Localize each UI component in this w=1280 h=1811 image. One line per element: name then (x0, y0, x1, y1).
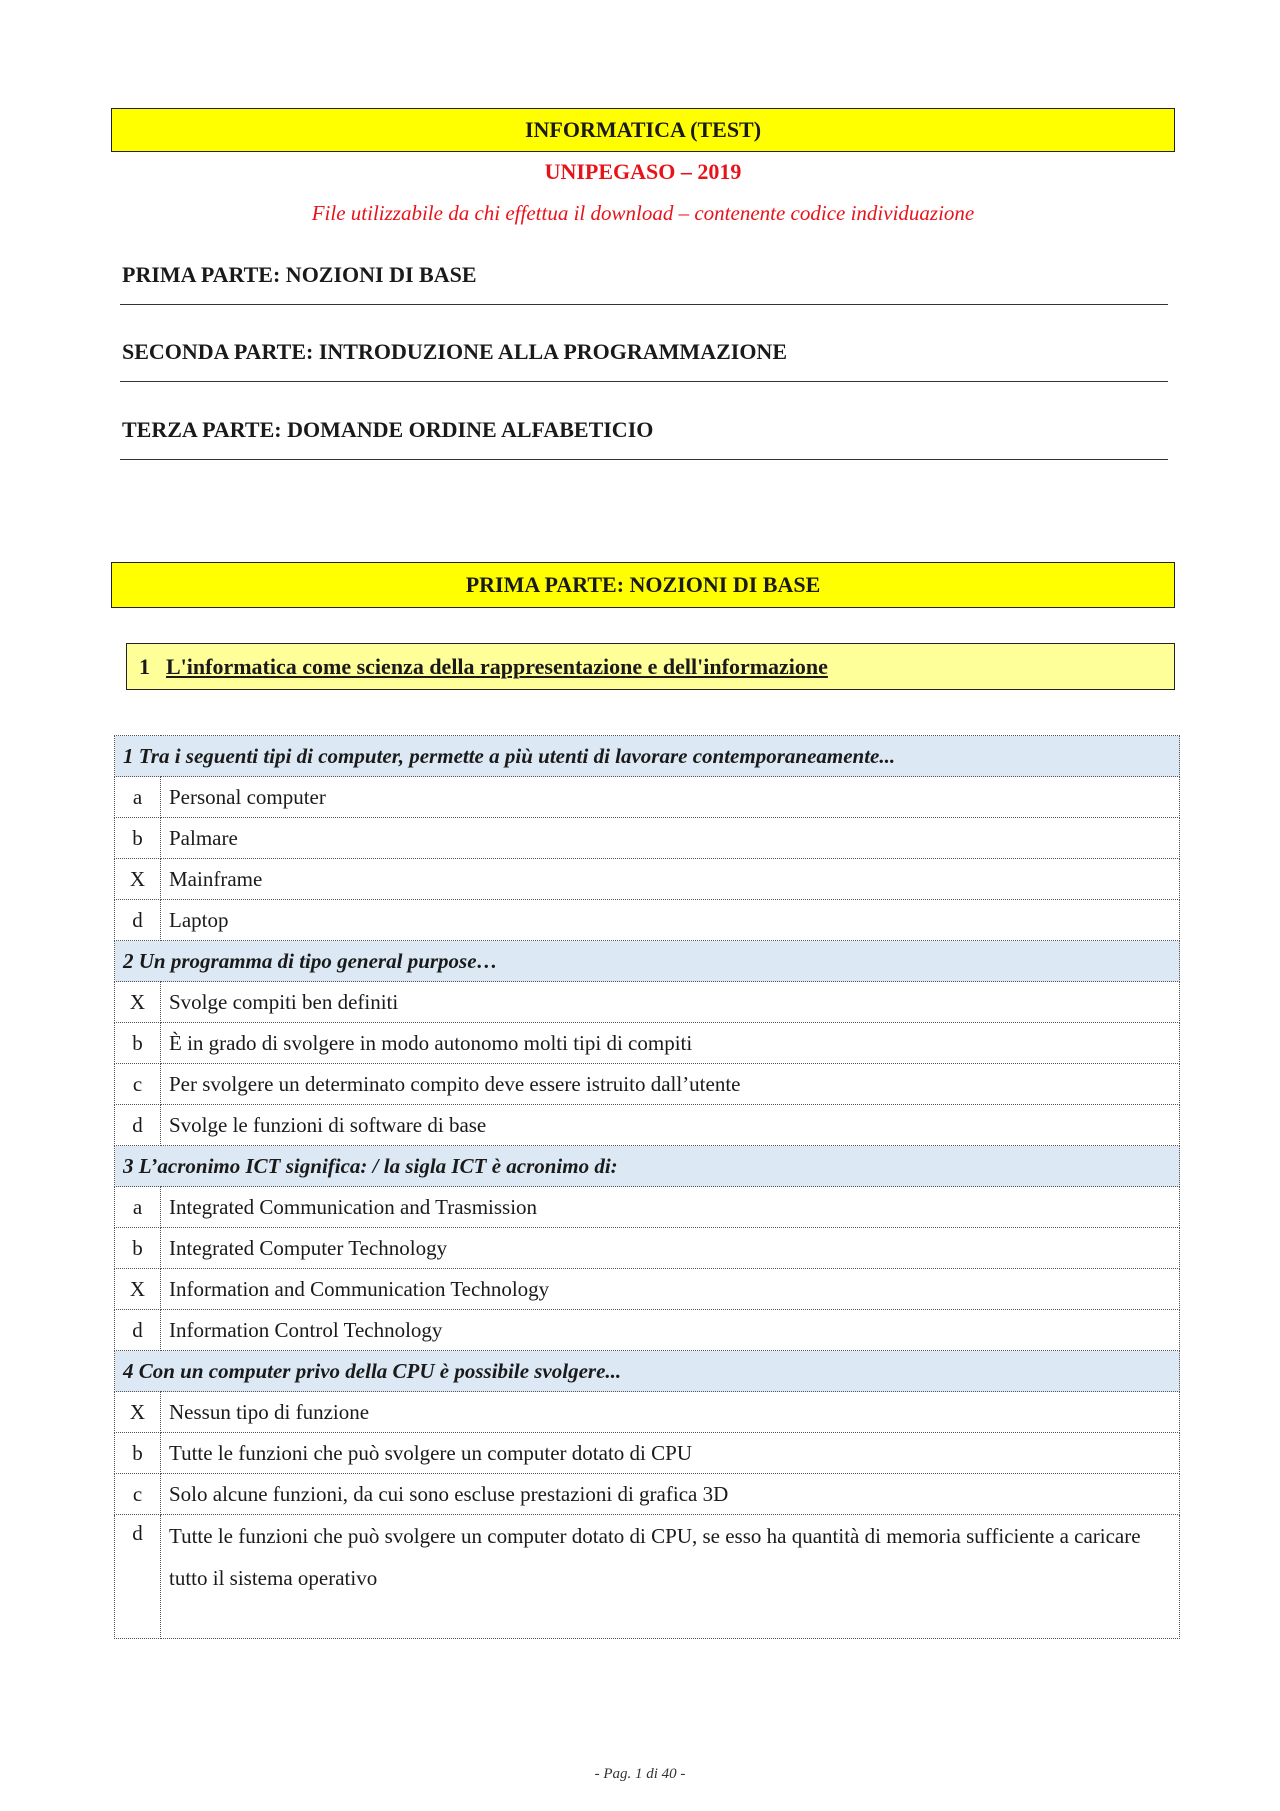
answer-row (115, 1187, 1180, 1228)
answer-letter: d (115, 1105, 161, 1146)
answer-letter: d (115, 1310, 161, 1351)
answer-letter: X (115, 1269, 161, 1310)
answer-text: Mainframe (161, 859, 1180, 900)
answer-row (115, 1474, 1180, 1515)
answer-text: Information and Communication Technology (161, 1269, 1180, 1310)
answer-text: Tutte le funzioni che può svolgere un computer dotato di CPU (161, 1433, 1180, 1474)
question-text: 4 Con un computer privo della CPU è possibile svolgere... (115, 1351, 1180, 1392)
answer-row (115, 859, 1180, 900)
answer-row (115, 982, 1180, 1023)
question-row (115, 941, 1180, 982)
answer-text: Personal computer (161, 777, 1180, 818)
answer-row (115, 1310, 1180, 1351)
answer-text: Palmare (161, 818, 1180, 859)
answer-text: Nessun tipo di funzione (161, 1392, 1180, 1433)
answer-letter: X (115, 859, 161, 900)
answer-letter: c (115, 1474, 161, 1515)
answer-text: È in grado di svolgere in modo autonomo molti tipi di compiti (161, 1023, 1180, 1064)
answer-letter: b (115, 1023, 161, 1064)
answer-row (115, 1269, 1180, 1310)
answer-letter: d (115, 900, 161, 941)
answer-text: Tutte le funzioni che può svolgere un computer dotato di CPU, se esso ha quantità di memoria sufficiente a caricare tutto il sistema operativo (161, 1515, 1180, 1639)
answer-row (115, 1515, 1180, 1639)
question-row (115, 1351, 1180, 1392)
answer-row (115, 1392, 1180, 1433)
toc-item-part-2: SECONDA PARTE: INTRODUZIONE ALLA PROGRAMMAZIONE (120, 322, 1168, 382)
answer-letter: b (115, 818, 161, 859)
answer-text: Svolge le funzioni di software di base (161, 1105, 1180, 1146)
question-text: 2 Un programma di tipo general purpose… (115, 941, 1180, 982)
answer-text: Information Control Technology (161, 1310, 1180, 1351)
answer-text: Laptop (161, 900, 1180, 941)
answer-row (115, 900, 1180, 941)
question-row (115, 1146, 1180, 1187)
answer-row (115, 777, 1180, 818)
chapter-title: L'informatica come scienza della rappresentazione e dell'informazione (166, 653, 828, 679)
answer-letter: X (115, 982, 161, 1023)
answer-row (115, 1105, 1180, 1146)
chapter-heading (126, 643, 1175, 690)
answer-text: Solo alcune funzioni, da cui sono escluse prestazioni di grafica 3D (161, 1474, 1180, 1515)
answer-row (115, 1023, 1180, 1064)
toc-item-part-3: TERZA PARTE: DOMANDE ORDINE ALFABETICIO (120, 400, 1168, 460)
answer-letter: b (115, 1228, 161, 1269)
answer-letter: X (115, 1392, 161, 1433)
answer-text: Integrated Computer Technology (161, 1228, 1180, 1269)
answer-row (115, 1064, 1180, 1105)
answer-letter: b (115, 1433, 161, 1474)
question-text: 1 Tra i seguenti tipi di computer, permette a più utenti di lavorare contemporaneamente... (115, 736, 1180, 777)
answer-letter: a (115, 777, 161, 818)
answer-text: Per svolgere un determinato compito deve essere istruito dall’utente (161, 1064, 1180, 1105)
quiz-table (114, 735, 1180, 1639)
document-subtitle: UNIPEGASO – 2019 (544, 159, 742, 184)
answer-row (115, 1228, 1180, 1269)
page-number: - Pag. 1 di 40 - (594, 1766, 686, 1782)
question-text: 3 L’acronimo ICT significa: / la sigla ICT è acronimo di: (115, 1146, 1180, 1187)
toc-item-part-1: PRIMA PARTE: NOZIONI DI BASE (120, 245, 1168, 305)
chapter-number: 1 (139, 653, 150, 679)
section-heading: PRIMA PARTE: NOZIONI DI BASE (111, 562, 1175, 608)
answer-row (115, 818, 1180, 859)
download-notice: File utilizzabile da chi effettua il download – contenente codice individuazione (311, 201, 975, 225)
answer-text: Integrated Communication and Trasmission (161, 1187, 1180, 1228)
answer-letter: d (115, 1515, 161, 1639)
answer-letter: a (115, 1187, 161, 1228)
question-row (115, 736, 1180, 777)
answer-row (115, 1433, 1180, 1474)
document-title: INFORMATICA (TEST) (111, 108, 1175, 152)
answer-text: Svolge compiti ben definiti (161, 982, 1180, 1023)
answer-letter: c (115, 1064, 161, 1105)
